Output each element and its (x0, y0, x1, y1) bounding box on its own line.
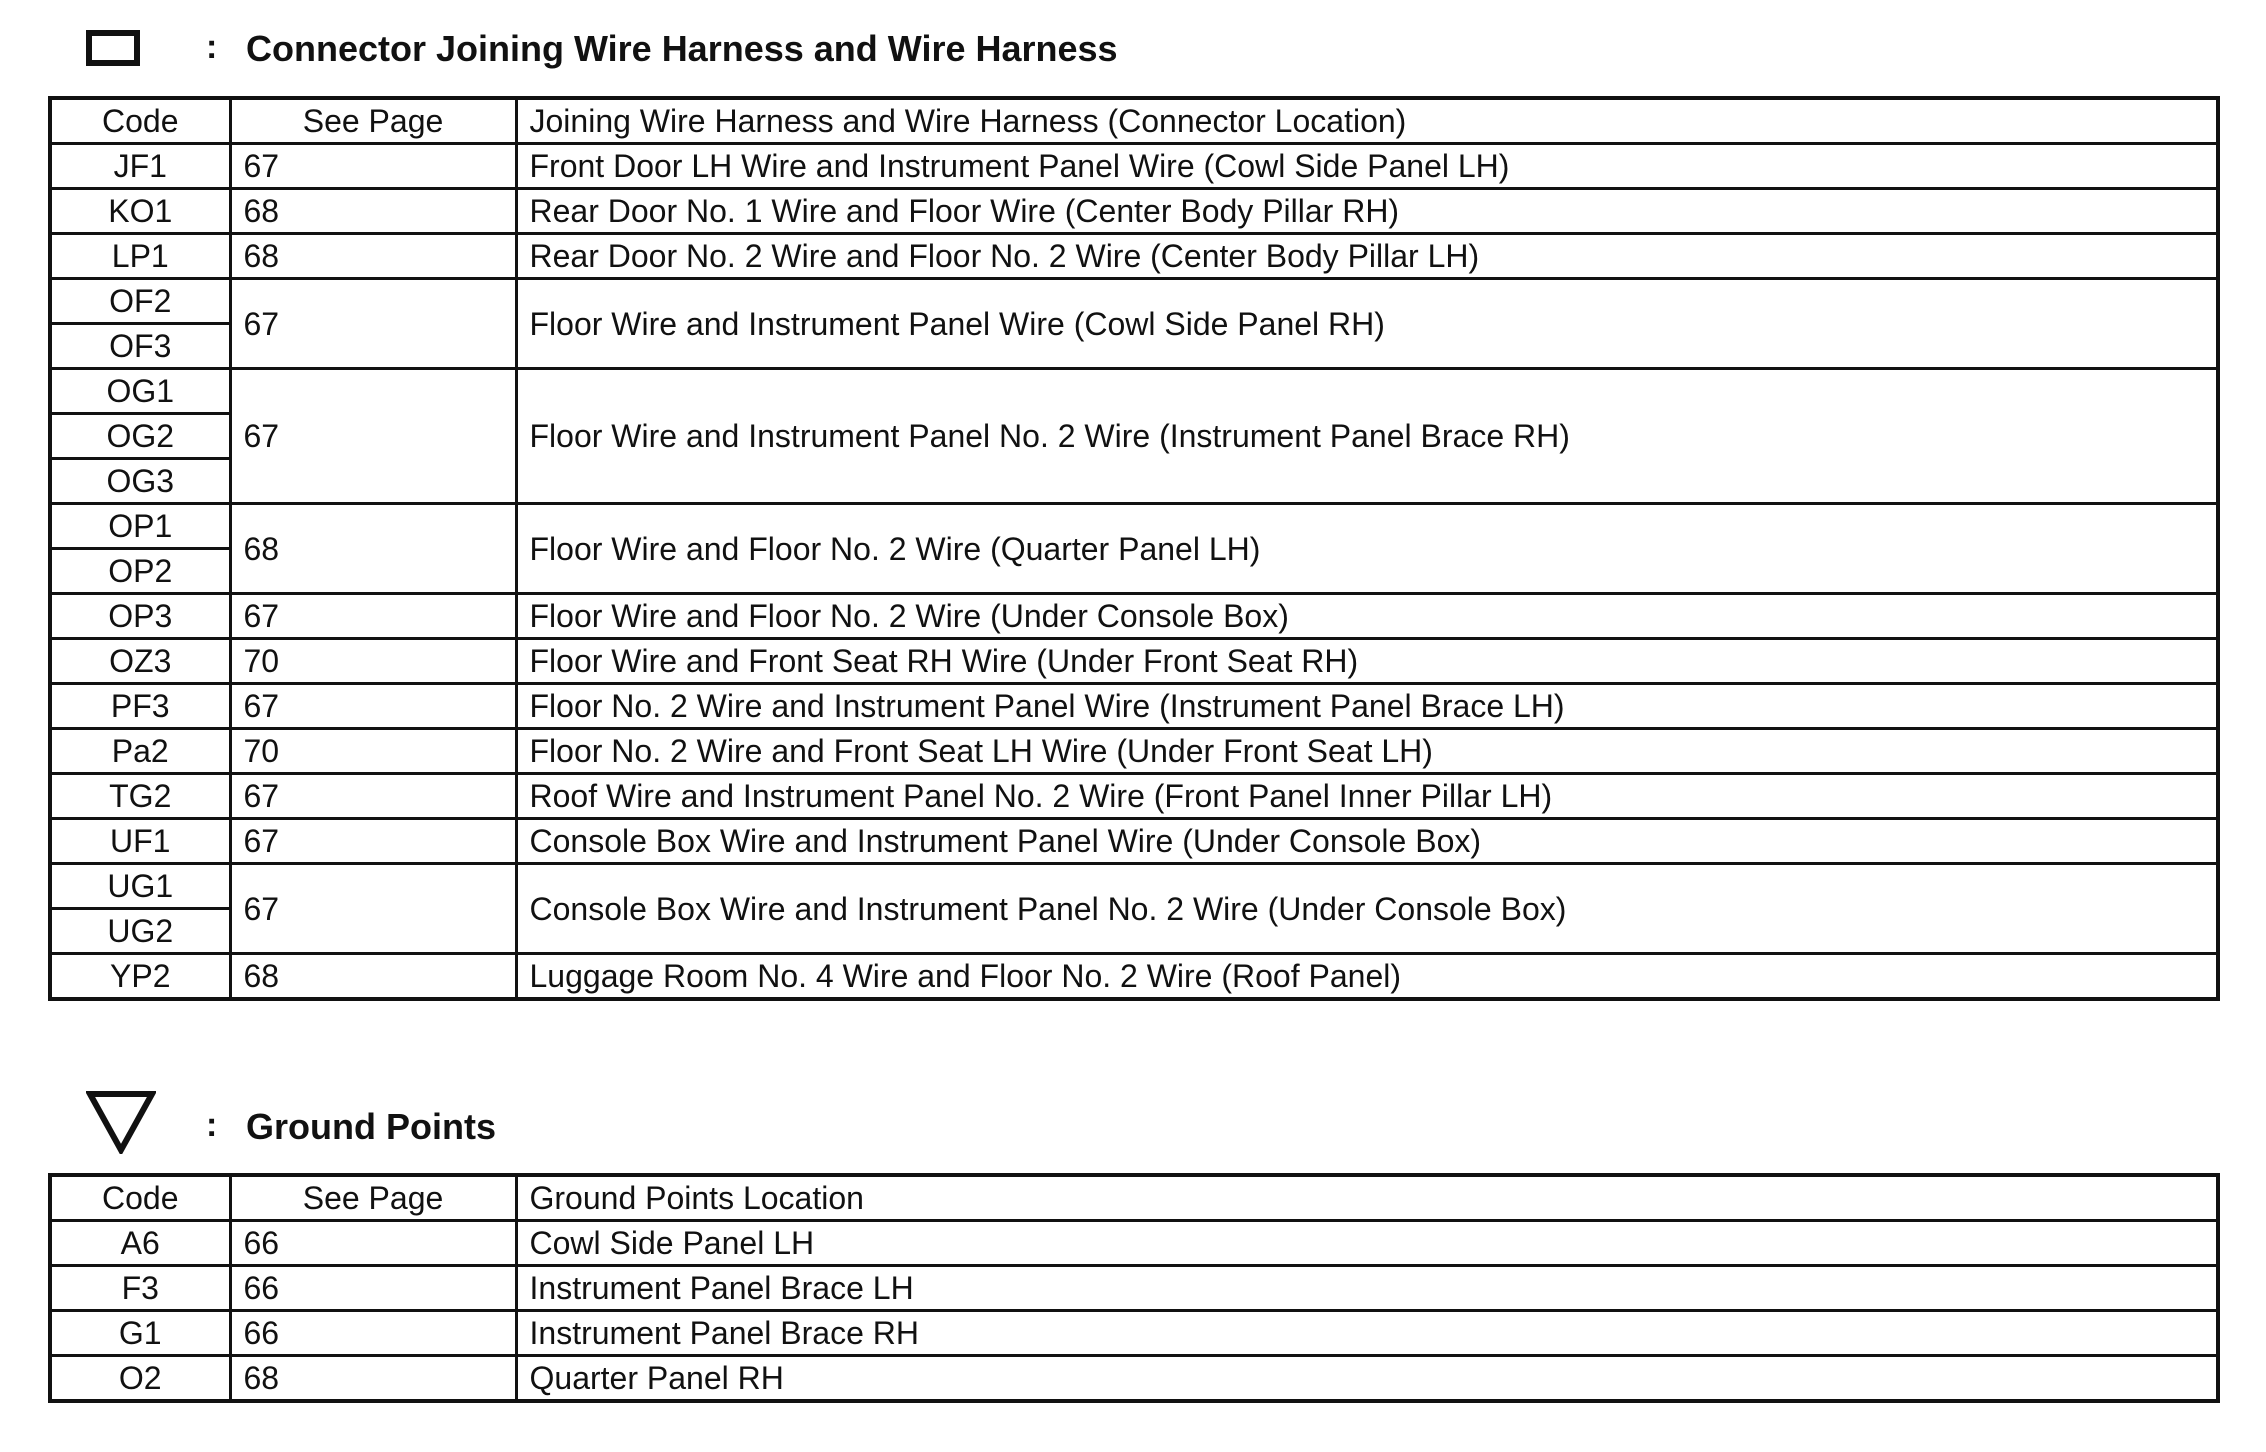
connector-section-title: Connector Joining Wire Harness and Wire Harness (246, 28, 1118, 69)
code-cell: OF3 (50, 324, 230, 369)
table-row (50, 729, 2218, 774)
table-row (50, 864, 2218, 909)
column-header-code: Code (50, 1175, 230, 1221)
see-page-cell: 67 (230, 594, 516, 639)
code-cell: JF1 (50, 144, 230, 189)
table-row (50, 1311, 2218, 1356)
code-cell: TG2 (50, 774, 230, 819)
location-cell: Rear Door No. 2 Wire and Floor No. 2 Wire (Center Body Pillar LH) (516, 234, 2218, 279)
see-page-cell: 66 (230, 1266, 516, 1311)
location-cell: Floor No. 2 Wire and Instrument Panel Wire (Instrument Panel Brace LH) (516, 684, 2218, 729)
location-cell: Floor Wire and Front Seat RH Wire (Under Front Seat RH) (516, 639, 2218, 684)
code-cell: OG3 (50, 459, 230, 504)
see-page-cell: 68 (230, 189, 516, 234)
see-page-cell: 66 (230, 1311, 516, 1356)
code-cell: PF3 (50, 684, 230, 729)
connector-header-colon: : (206, 28, 218, 66)
see-page-cell: 67 (230, 684, 516, 729)
see-page-cell: 67 (230, 369, 516, 504)
see-page-cell: 67 (230, 774, 516, 819)
location-cell: Rear Door No. 1 Wire and Floor Wire (Center Body Pillar RH) (516, 189, 2218, 234)
table-row (50, 189, 2218, 234)
ground-header-colon: : (206, 1106, 218, 1144)
table-row (50, 954, 2218, 1000)
code-cell: OG2 (50, 414, 230, 459)
see-page-cell: 68 (230, 1356, 516, 1402)
location-cell: Floor Wire and Floor No. 2 Wire (Quarter Panel LH) (516, 504, 2218, 594)
code-cell: UF1 (50, 819, 230, 864)
code-cell: OP2 (50, 549, 230, 594)
code-cell: YP2 (50, 954, 230, 1000)
location-cell: Instrument Panel Brace LH (516, 1266, 2218, 1311)
location-cell: Console Box Wire and Instrument Panel No. 2 Wire (Under Console Box) (516, 864, 2218, 954)
location-cell: Front Door LH Wire and Instrument Panel Wire (Cowl Side Panel LH) (516, 144, 2218, 189)
triangle-down-outline-icon (86, 1090, 156, 1154)
code-cell: OP1 (50, 504, 230, 549)
see-page-cell: 68 (230, 954, 516, 1000)
see-page-cell: 70 (230, 729, 516, 774)
column-header-location: Ground Points Location (516, 1175, 2218, 1221)
see-page-cell: 67 (230, 819, 516, 864)
code-cell: F3 (50, 1266, 230, 1311)
location-cell: Quarter Panel RH (516, 1356, 2218, 1402)
location-cell: Luggage Room No. 4 Wire and Floor No. 2 Wire (Roof Panel) (516, 954, 2218, 1000)
location-cell: Floor Wire and Instrument Panel No. 2 Wire (Instrument Panel Brace RH) (516, 369, 2218, 504)
column-header-location: Joining Wire Harness and Wire Harness (Connector Location) (516, 98, 2218, 144)
code-cell: KO1 (50, 189, 230, 234)
header-row (50, 98, 2218, 144)
column-header-code: Code (50, 98, 230, 144)
ground-section-title: Ground Points (246, 1106, 496, 1147)
table-row (50, 1266, 2218, 1311)
column-header-see-page: See Page (230, 98, 516, 144)
location-cell: Cowl Side Panel LH (516, 1221, 2218, 1266)
code-cell: OP3 (50, 594, 230, 639)
code-cell: LP1 (50, 234, 230, 279)
table-row (50, 144, 2218, 189)
location-cell: Instrument Panel Brace RH (516, 1311, 2218, 1356)
see-page-cell: 70 (230, 639, 516, 684)
code-cell: UG2 (50, 909, 230, 954)
code-cell: Pa2 (50, 729, 230, 774)
table-row (50, 369, 2218, 414)
see-page-cell: 67 (230, 864, 516, 954)
column-header-see-page: See Page (230, 1175, 516, 1221)
see-page-cell: 68 (230, 504, 516, 594)
code-cell: A6 (50, 1221, 230, 1266)
see-page-cell: 67 (230, 144, 516, 189)
table-row (50, 639, 2218, 684)
code-cell: OG1 (50, 369, 230, 414)
table-row (50, 1221, 2218, 1266)
see-page-cell: 66 (230, 1221, 516, 1266)
code-cell: OZ3 (50, 639, 230, 684)
location-cell: Floor Wire and Instrument Panel Wire (Cowl Side Panel RH) (516, 279, 2218, 369)
location-cell: Roof Wire and Instrument Panel No. 2 Wire (Front Panel Inner Pillar LH) (516, 774, 2218, 819)
table-row (50, 819, 2218, 864)
location-cell: Console Box Wire and Instrument Panel Wire (Under Console Box) (516, 819, 2218, 864)
see-page-cell: 68 (230, 234, 516, 279)
header-row (50, 1175, 2218, 1221)
ground-points-table (48, 1173, 2220, 1403)
table-row (50, 684, 2218, 729)
see-page-cell: 67 (230, 279, 516, 369)
location-cell: Floor No. 2 Wire and Front Seat LH Wire (Under Front Seat LH) (516, 729, 2218, 774)
table-row (50, 279, 2218, 324)
table-row (50, 594, 2218, 639)
code-cell: UG1 (50, 864, 230, 909)
connector-table (48, 96, 2220, 1001)
table-row (50, 1356, 2218, 1402)
location-cell: Floor Wire and Floor No. 2 Wire (Under Console Box) (516, 594, 2218, 639)
code-cell: G1 (50, 1311, 230, 1356)
table-row (50, 504, 2218, 549)
code-cell: O2 (50, 1356, 230, 1402)
table-row (50, 774, 2218, 819)
square-outline-icon (86, 30, 140, 66)
table-row (50, 234, 2218, 279)
code-cell: OF2 (50, 279, 230, 324)
